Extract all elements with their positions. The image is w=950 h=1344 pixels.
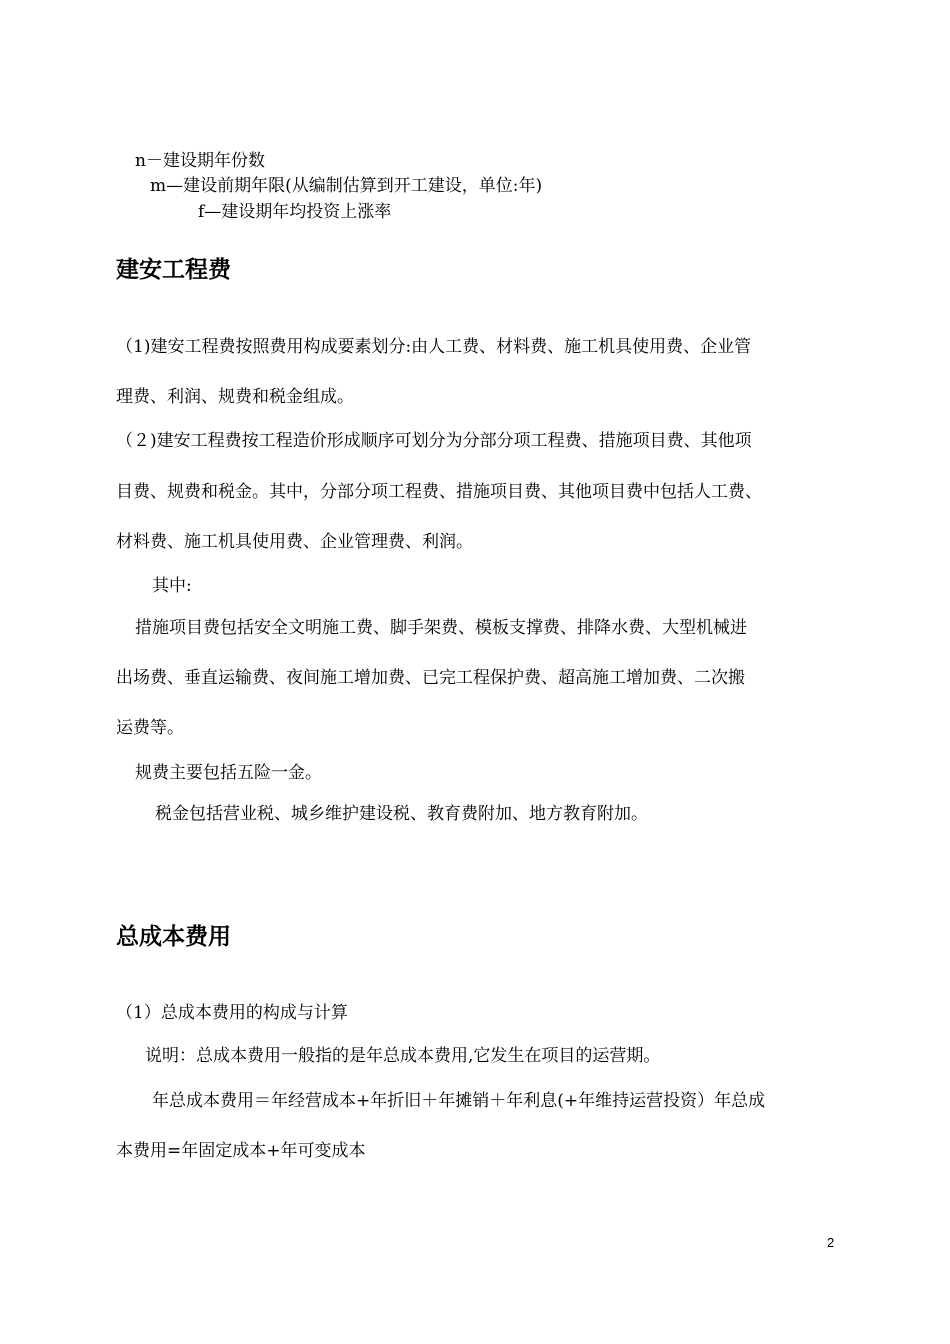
definition-n: n－建设期年份数	[135, 151, 265, 171]
paragraph-line: 说明：总成本费用一般指的是年总成本费用,它发生在项目的运营期。	[145, 1046, 661, 1066]
paragraph-line: 其中:	[152, 576, 192, 596]
page-number: 2	[827, 1235, 835, 1250]
paragraph-line: 措施项目费包括安全文明施工费、脚手架费、模板支撑费、排降水费、大型机械进	[135, 618, 747, 638]
paragraph-line: 目费、规费和税金。其中，分部分项工程费、措施项目费、其他项目费中包括人工费、	[116, 482, 762, 502]
paragraph-line: （２)建安工程费按工程造价形成顺序可划分为分部分项工程费、措施项目费、其他项	[116, 431, 752, 451]
section-heading-construction-fees: 建安工程费	[116, 257, 231, 283]
paragraph-line: 税金包括营业税、城乡维护建设税、教育费附加、地方教育附加。	[155, 804, 648, 824]
paragraph-line: 出场费、垂直运输费、夜间施工增加费、已完工程保护费、超高施工增加费、二次搬	[116, 668, 745, 688]
definition-f: f—建设期年均投资上涨率	[198, 202, 392, 222]
definition-m: m—建设前期年限(从编制估算到开工建设，单位:年)	[150, 176, 543, 196]
paragraph-line: 年总成本费用＝年经营成本+年折旧＋年摊销＋年利息(+年维持运营投资）年总成	[152, 1091, 766, 1111]
paragraph-line: （1)建安工程费按照费用构成要素划分:由人工费、材料费、施工机具使用费、企业管	[116, 337, 752, 357]
paragraph-line: 材料费、施工机具使用费、企业管理费、利润。	[116, 532, 473, 552]
section-heading-total-cost: 总成本费用	[116, 924, 231, 950]
paragraph-line: 本费用=年固定成本+年可变成本	[116, 1141, 366, 1161]
paragraph-line: 理费、利润、规费和税金组成。	[116, 387, 354, 407]
paragraph-line: 规费主要包括五险一金。	[135, 763, 322, 783]
paragraph-line: 运费等。	[116, 718, 184, 738]
paragraph-line: （1）总成本费用的构成与计算	[116, 1003, 348, 1023]
